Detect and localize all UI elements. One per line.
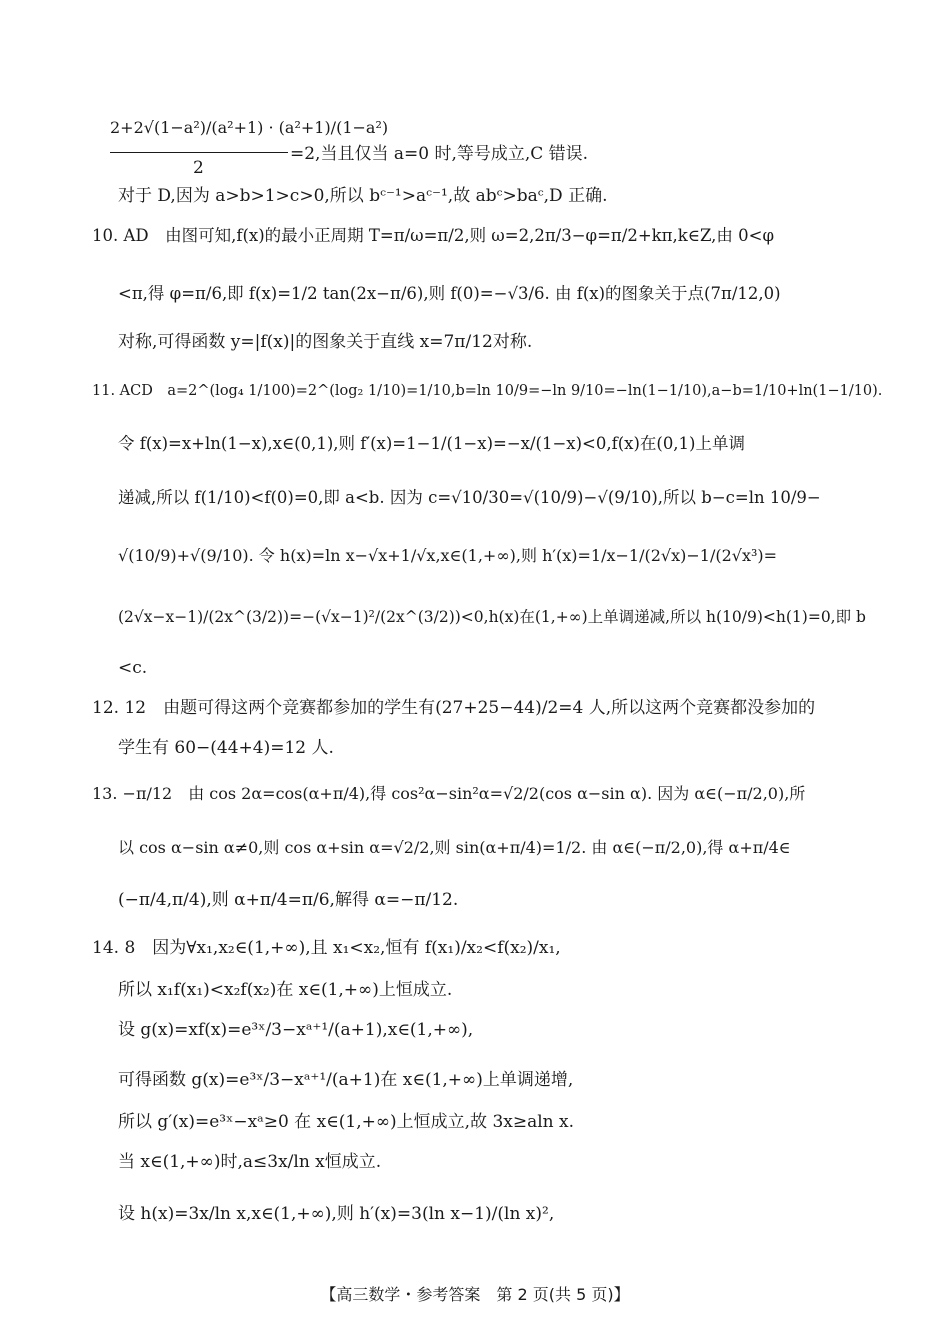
q14-line-2: 所以 x₁f(x₁)<x₂f(x₂)在 x∈(1,+∞)上恒成立. — [118, 980, 453, 1000]
a1-tail: =2,当且仅当 a=0 时,等号成立,C 错误. — [290, 144, 589, 164]
q12-line-1: 12. 12 由题可得这两个竞赛都参加的学生有(27+25−44)/2=4 人,所以这两个竞赛都没参加的 — [92, 698, 816, 718]
q10-line-3: 对称,可得函数 y=|f(x)|的图象关于直线 x=7π/12对称. — [118, 332, 533, 352]
q10-line-2: <π,得 φ=π/6,即 f(x)=1/2 tan(2x−π/6),则 f(0)=−√3/6. 由 f(x)的图象关于点(7π/12,0) — [118, 284, 781, 303]
a1-fraction-bar — [110, 152, 288, 153]
q11-line-5: (2√x−x−1)/(2x^(3/2))=−(√x−1)²/(2x^(3/2))<0,h(x)在(1,+∞)上单调递减,所以 h(10/9)<h(1)=0,即 b — [118, 608, 866, 626]
q11-line-4: √(10/9)+√(9/10). 令 h(x)=ln x−√x+1/√x,x∈(1,+∞),则 h′(x)=1/x−1/(2√x)−1/(2√x³)= — [118, 546, 778, 565]
page-footer: 【高三数学・参考答案 第 2 页(共 5 页)】 — [320, 1285, 630, 1304]
q14-line-4: 可得函数 g(x)=e³ˣ/3−xᵃ⁺¹/(a+1)在 x∈(1,+∞)上单调递增, — [118, 1070, 574, 1090]
q10-line-1: 10. AD 由图可知,f(x)的最小正周期 T=π/ω=π/2,则 ω=2,2π/3−φ=π/2+kπ,k∈Z,由 0<φ — [92, 226, 775, 245]
q11-line-3: 递减,所以 f(1/10)<f(0)=0,即 a<b. 因为 c=√10/30=√(10/9)−√(9/10),所以 b−c=ln 10/9− — [118, 488, 821, 507]
a1-denominator: 2 — [193, 158, 204, 178]
q14-line-6: 当 x∈(1,+∞)时,a≤3x/ln x恒成立. — [118, 1152, 382, 1172]
q14-line-3: 设 g(x)=xf(x)=e³ˣ/3−xᵃ⁺¹/(a+1),x∈(1,+∞), — [118, 1020, 474, 1040]
q13-line-3: (−π/4,π/4),则 α+π/4=π/6,解得 α=−π/12. — [118, 890, 459, 910]
q14-line-7: 设 h(x)=3x/ln x,x∈(1,+∞),则 h′(x)=3(ln x−1)/(ln x)², — [118, 1204, 555, 1224]
q13-line-2: 以 cos α−sin α≠0,则 cos α+sin α=√2/2,则 sin(α+π/4)=1/2. 由 α∈(−π/2,0),得 α+π/4∈ — [118, 838, 791, 857]
q11-line-2: 令 f(x)=x+ln(1−x),x∈(0,1),则 f′(x)=1−1/(1−x)=−x/(1−x)<0,f(x)在(0,1)上单调 — [118, 434, 745, 453]
q12-line-2: 学生有 60−(44+4)=12 人. — [118, 738, 334, 758]
q13-line-1: 13. −π/12 由 cos 2α=cos(α+π/4),得 cos²α−sin²α=√2/2(cos α−sin α). 因为 α∈(−π/2,0),所 — [92, 784, 806, 803]
q14-line-1: 14. 8 因为∀x₁,x₂∈(1,+∞),且 x₁<x₂,恒有 f(x₁)/x₂<f(x₂)/x₁, — [92, 938, 561, 958]
a2-text: 对于 D,因为 a>b>1>c>0,所以 bᶜ⁻¹>aᶜ⁻¹,故 abᶜ>baᶜ,D 正确. — [118, 186, 608, 206]
q11-line-6: <c. — [118, 658, 148, 678]
q14-line-5: 所以 g′(x)=e³ˣ−xᵃ≥0 在 x∈(1,+∞)上恒成立,故 3x≥aln x. — [118, 1112, 575, 1132]
q11-line-1: 11. ACD a=2^(log₄ 1/100)=2^(log₂ 1/10)=1/10,b=ln 10/9=−ln 9/10=−ln(1−1/10),a−b=1/10+ln(1−1/10). — [92, 383, 883, 399]
a1-numerator: 2+2√(1−a²)/(a²+1) · (a²+1)/(1−a²) — [110, 118, 389, 137]
